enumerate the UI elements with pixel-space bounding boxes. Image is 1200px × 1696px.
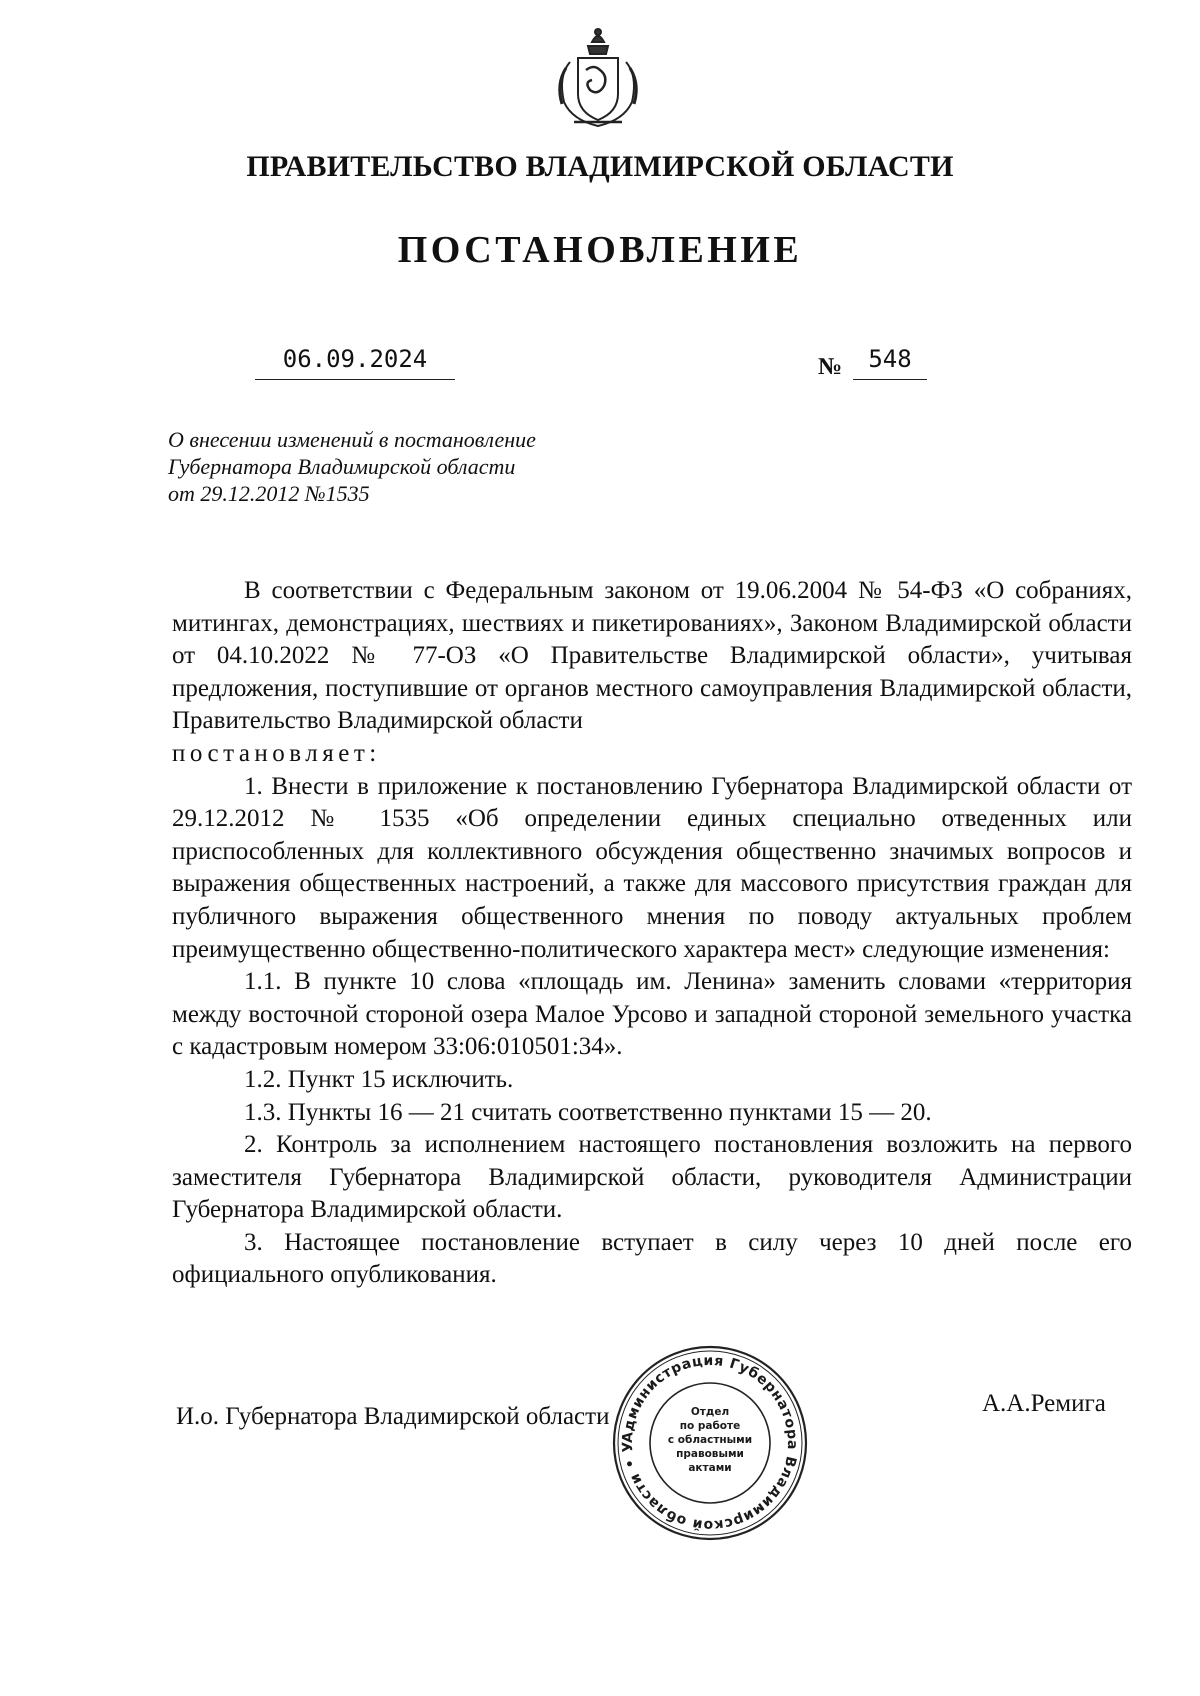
item-1-1-paragraph: 1.1. В пункте 10 слова «площадь им. Ленина» заменить словами «территория между восточной стороной озера Малое Урсово и западной стороной земельного участка с кадастровым номером 33:06:010501:34». xyxy=(172,968,1132,1061)
document-subject xyxy=(168,426,648,507)
stamp-ring-text: Администрация Губернатора Владимирской области • У xyxy=(619,1352,801,1534)
item-1-paragraph: 1. Внести в приложение к постановлению Губернатора Владимирской области от 29.12.2012 № 1535 «Об определении единых специально отведенных или приспособленных для коллективного обсуждения общественно значимых вопросов и выражения общественных настроений, а также для массового присутствия граждан для публичного выражения общественного мнения по поводу актуальных проблем преимущественно общественно-политического характера мест» следующие изменения: xyxy=(172,772,1132,963)
signer-position: И.о. Губернатора Владимирской области xyxy=(176,1403,610,1430)
subject-line: О внесении изменений в постановление xyxy=(168,427,536,452)
organization-title: ПРАВИТЕЛЬСТВО ВЛАДИМИРСКОЙ ОБЛАСТИ xyxy=(246,150,954,183)
item-1-3-paragraph: 1.3. Пункты 16 — 21 считать соответственно пунктами 15 — 20. xyxy=(244,1098,932,1126)
stamp-line: Отдел xyxy=(690,1406,730,1418)
signer-name: А.А.Ремига xyxy=(982,1390,1106,1417)
subject-line: от 29.12.2012 №1535 xyxy=(168,481,370,506)
stamp-line: с областными xyxy=(667,1434,753,1446)
document-type-heading: ПОСТАНОВЛЕНИЕ xyxy=(397,229,803,271)
subject-line: Губернатора Владимирской области xyxy=(168,454,516,479)
stamp-line: по работе xyxy=(679,1420,741,1432)
stamp-line: правовыми xyxy=(676,1448,744,1460)
coat-of-arms-emblem xyxy=(548,24,648,132)
stamp-line: актами xyxy=(688,1462,732,1474)
document-date: 06.09.2024 xyxy=(255,345,455,380)
item-2-paragraph: 2. Контроль за исполнением настоящего постановления возложить на первого заместителя Губернатора Владимирской области, руководителя Администрации Губернатора Владимирской области. xyxy=(172,1131,1132,1224)
preamble-paragraph: В соответствии с Федеральным законом от 19.06.2004 № 54-ФЗ «О собраниях, митингах, демонстрациях, шествиях и пикетированиях», Законом Владимирской области от 04.10.2022 № 77-ОЗ «О Правительстве Владимирской области», учитывая предложения, поступившие от органов местного самоуправления Владимирской области, Правительство Владимирской области xyxy=(172,577,1132,735)
decree-word: постановляет: xyxy=(172,739,381,767)
item-1-2-paragraph: 1.2. Пункт 15 исключить. xyxy=(244,1065,514,1093)
official-stamp xyxy=(610,1343,810,1543)
stamp-inner-text xyxy=(665,1405,755,1475)
item-3-paragraph: 3. Настоящее постановление вступает в силу через 10 дней после его официального опубликования. xyxy=(172,1228,1132,1289)
document-number: 548 xyxy=(853,345,927,380)
document-body xyxy=(172,575,1132,1292)
number-sign: № xyxy=(818,354,843,380)
